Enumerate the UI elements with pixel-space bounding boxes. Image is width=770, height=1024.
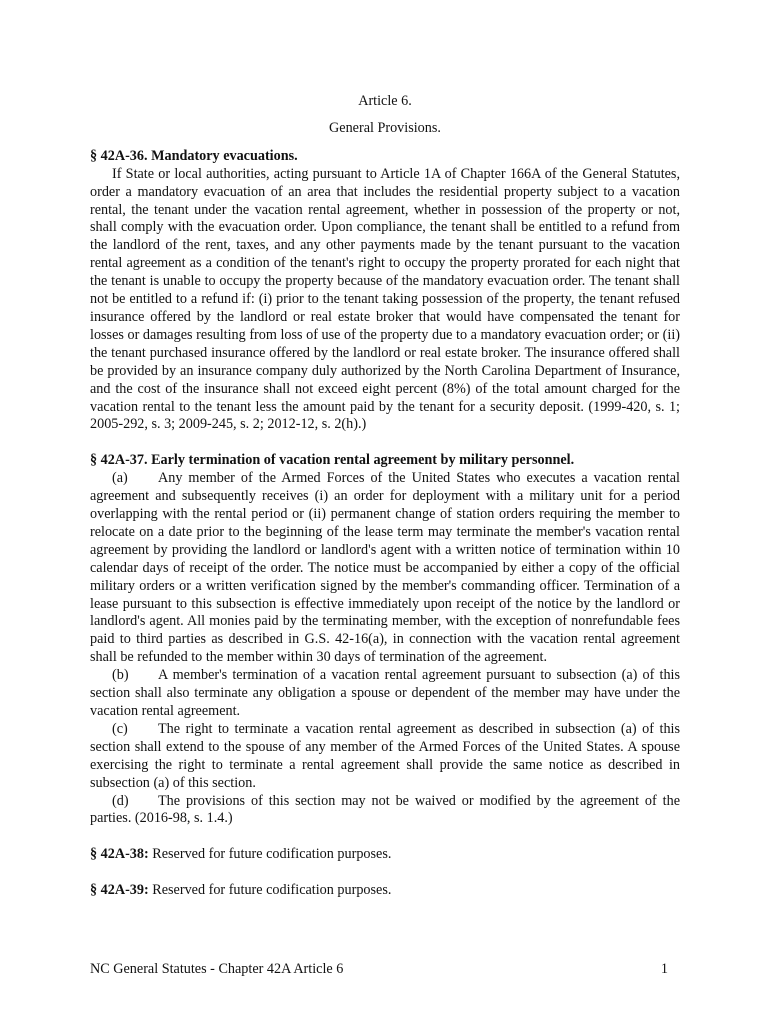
- subsection-b-text: A member's termination of a vacation rental agreement pursuant to subsection (a) of this section shall also terminate any obligation a spouse or dependent of the member may have under the vacation rental agreement.: [90, 667, 680, 719]
- subsection-d-text: The provisions of this section may not be waived or modified by the agreement of the parties. (2016-98, s. 1.4.): [90, 792, 680, 827]
- subsection-c: [90, 721, 680, 793]
- subsection-b-label: (b): [112, 667, 129, 684]
- footer-title: NC General Statutes - Chapter 42A Article 6: [90, 961, 344, 977]
- section-42a-39-text: Reserved for future codification purposes.: [148, 882, 392, 899]
- subsection-c-text: The right to terminate a vacation rental agreement as described in subsection (a) of this section shall extend to the spouse of any member of the Armed Forces of the United States. A spouse exercising the right to terminate a rental agreement shall provide the same notice as described in subsection (a) of this section.: [90, 720, 680, 791]
- section-42a-39-heading: § 42A-39:: [90, 882, 149, 899]
- section-42a-38-text: Reserved for future codification purposes.: [148, 846, 392, 863]
- page-footer: [90, 961, 680, 979]
- section-42a-39: [90, 882, 680, 900]
- document-page: [90, 88, 680, 900]
- article-title: General Provisions.: [329, 119, 441, 136]
- section-42a-36-heading: § 42A-36. Mandatory evacuations.: [90, 147, 298, 164]
- article-number: Article 6.: [358, 93, 412, 109]
- subsection-a-label: (a): [112, 470, 128, 487]
- subsection-c-label: (c): [112, 720, 128, 737]
- subsection-d: [90, 793, 680, 829]
- subsection-a-text: Any member of the Armed Forces of the United States who executes a vacation rental agreement and subsequently receives (i) an order for deployment with a military unit for a period overlapping with the rental period or (ii) permanent change of station orders requiring the member to relocate on a date prior to the beginning of the lease term may terminate the member's vacation rental agreement by providing the landlord or landlord's agent with a written notice of termination within 10 calendar days of receipt of the order. The notice must be accompanied by either a copy of the official military orders or a written verification signed by the member's commanding officer. Termination of a lease pursuant to this subsection is effective immediately upon receipt of the notice by the landlord or landlord's agent. All monies paid by the terminating member, with the exception of nonrefundable fees paid to third parties as described in G.S. 42-16(a), in connection with the vacation rental agreement shall be refunded to the member within 30 days of termination of the agreement.: [90, 470, 680, 666]
- section-42a-38-heading: § 42A-38:: [90, 846, 149, 863]
- section-42a-36-body: If State or local authorities, acting pursuant to Article 1A of Chapter 166A of the General Statutes, order a mandatory evacuation of an area that includes the residential property subject to a vacation rental, the tenant under the vacation rental agreement, whether in possession of the property or not, shall comply with the evacuation order. Upon compliance, the tenant shall be entitled to a refund from the landlord of the rent, taxes, and any other payments made by the tenant pursuant to the vacation rental agreement as a condition of the tenant's right to occupy the property prorated for each night that the tenant is unable to occupy the property because of the mandatory evacuation order. The tenant shall not be entitled to a refund if: (i) prior to the tenant taking possession of the property, the tenant refused insurance offered by the landlord or real estate broker that would have compensated the tenant for losses or damages resulting from loss of use of the property due to a mandatory evacuation order; or (ii) the tenant purchased insurance offered by the landlord or real estate broker. The insurance offered shall be provided by an insurance company duly authorized by the North Carolina Department of Insurance, and the cost of the insurance shall not exceed eight percent (8%) of the total amount charged for the vacation rental to the tenant less the amount paid by the tenant for a security deposit. (1999-420, s. 1; 2005-292, s. 3; 2009-245, s. 2; 2012-12, s. 2(h).): [90, 165, 680, 433]
- subsection-b: [90, 667, 680, 721]
- page-number: 1: [660, 961, 668, 977]
- section-42a-38: [90, 846, 680, 864]
- subsection-d-label: (d): [112, 792, 129, 809]
- section-42a-37-heading: § 42A-37. Early termination of vacation rental agreement by military personnel.: [90, 452, 575, 469]
- subsection-a: [90, 470, 680, 667]
